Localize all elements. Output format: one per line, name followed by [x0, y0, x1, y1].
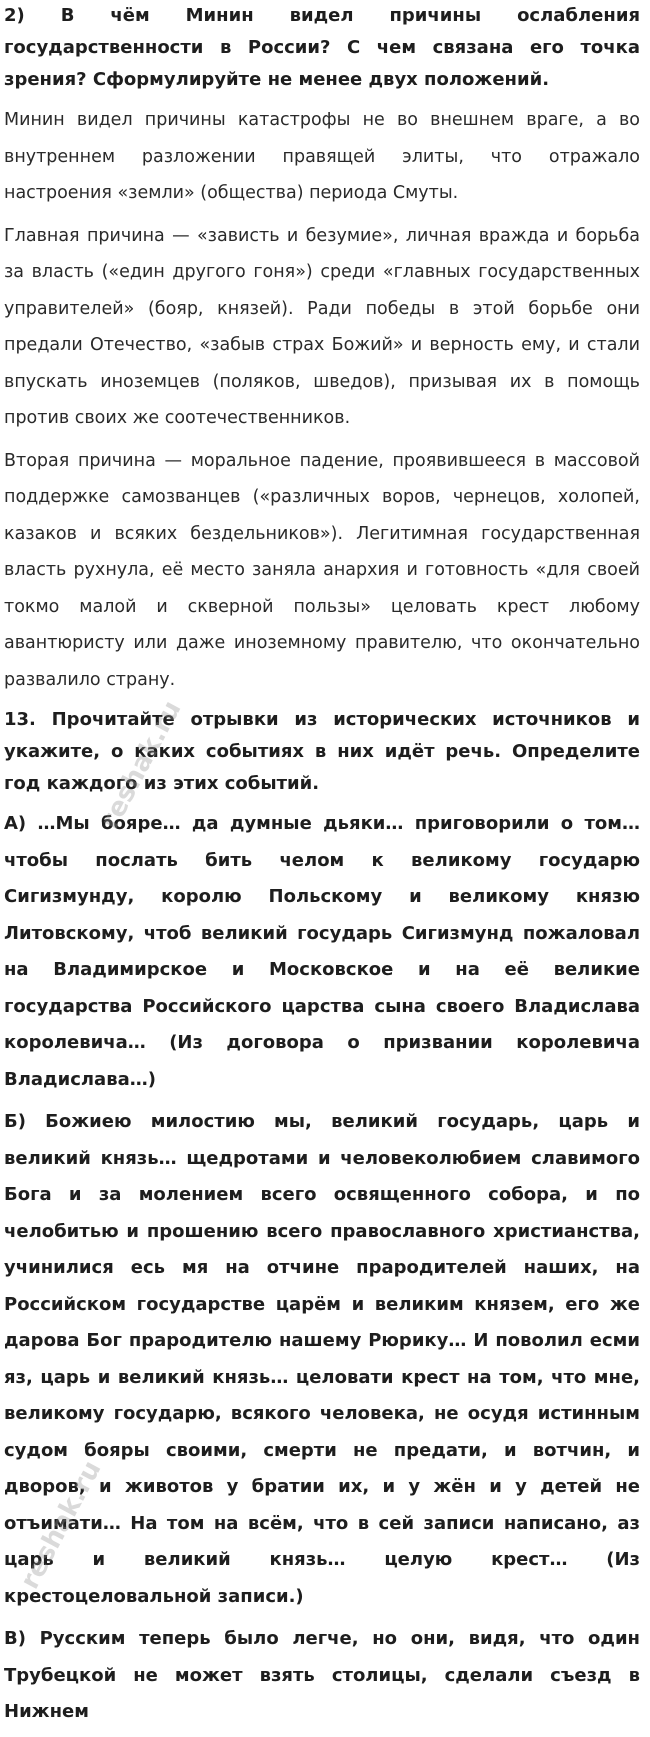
question-2: 2) В чём Минин видел причины ослабления государственности в России? С чем связана его точка зрения? Сформулируйте не менее двух положений. [4, 5, 640, 90]
answer-paragraph-2: Главная причина — «зависть и безумие», личная вражда и борьба за власть («един другого гоня») среди «главных государственных управителей» (бояр, князей). Ради победы в этой борьбе они предали Отечество, «забыв страх Божий» и верность ему, и стали впускать иноземцев (поляков, шведов), призывая их в помощь против своих же соотечественников. [4, 225, 640, 428]
answer-paragraph-3: Вторая причина — моральное падение, проявившееся в массовой поддержке самозванцев («различных воров, чернецов, холопей, казаков и всяких бездельников»). Легитимная государственная власть рухнула, её место заняла анархия и готовность «для своей токмо малой и скверной пользы» целовать крест любому авантюристу или даже иноземному правителю, что окончательно развалило страну. [4, 450, 640, 690]
source-v: В) Русским теперь было легче, но они, видя, что один Трубецкой не может взять столицы, сделали съезд в Нижнем [4, 1628, 640, 1722]
answer-paragraph-1: Минин видел причины катастрофы не во внешнем враге, а во внутреннем разложении правящей элиты, что отражало настроения «земли» (общества) периода Смуты. [4, 110, 640, 203]
source-b: Б) Божиею милостию мы, великий государь, царь и великий князь… щедротами и человеколюбием славимого Бога и за молением всего освященного собора, и по челобитью и прошению всего православного христианства, учинилися есь мя на отчине прародителей наших, на Российском государстве царём и великим князем, его же дарова Бог прародителю нашему Рюрику… И поволил есми яз, царь и великий князь… целовати крест на том, что мне, великому государю, всякого человека, не осудя истинным судом бояры своими, смерти не предати, и вотчин, и дворов, и животов у братии их, и у жён и у детей не отъимати… На том на всём, что в сей записи написано, аз царь и великий князь… целую крест… (Из крестоцеловальной записи.) [4, 1111, 640, 1607]
source-a: А) …Мы бояре… да думные дьяки… приговорили о том… чтобы послать бить челом к великому государю Сигизмунду, королю Польскому и великому князю Литовскому, чтоб великий государь Сигизмунд пожаловал на Владимирское и Московское и на её великие государства Российского царства сына своего Владислава королевича… (Из договора о призвании королевича Владислава…) [4, 813, 640, 1090]
watermark-top: reshak.ru [95, 695, 188, 835]
document-page [4, 0, 640, 1737]
watermark-bottom: reshak.ru [15, 1455, 108, 1595]
task-13-heading: 13. Прочитайте отрывки из исторических источников и укажите, о каких событиях в них идёт речь. Определите год каждого из этих событий. [4, 709, 640, 794]
